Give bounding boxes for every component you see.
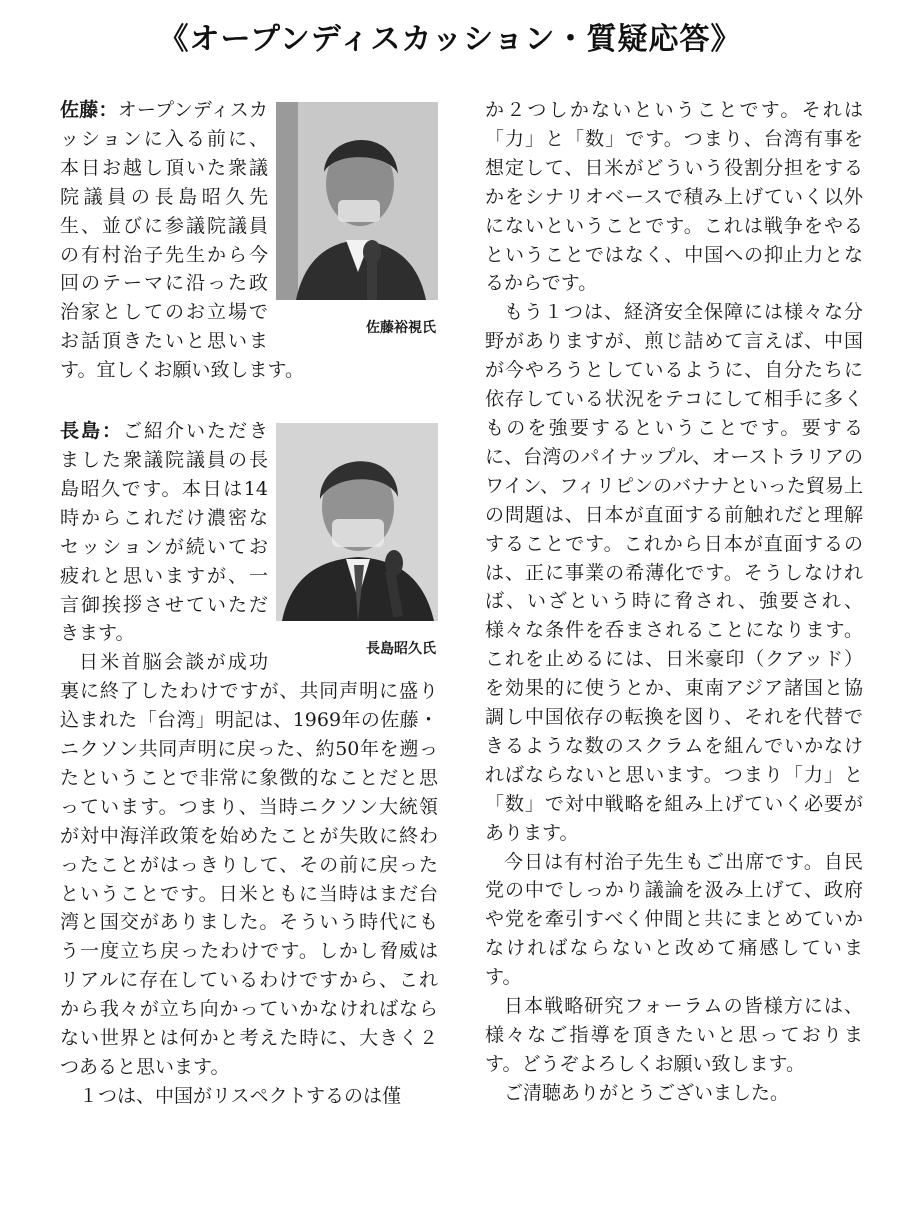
sato-remarks: オープンディスカッションに入る前に、本日お越し頂いた衆議院議員の長島昭久先生、並びに参議院議員の有村治子先生から今回のテーマに沿った政治家としてのお立場でお話頂きたいと思います。宜しくお願い致します。 xyxy=(60,99,304,382)
right-paragraph: ご清聴ありがとうございました。 xyxy=(504,1081,790,1104)
sato-photo xyxy=(276,102,438,300)
portrait-photo-icon xyxy=(276,423,438,621)
portrait-photo-icon xyxy=(276,102,438,300)
nagashima-speaker-label: 長島 xyxy=(60,420,102,443)
nagashima-speaker-colon: ： xyxy=(102,420,123,443)
page-title: 《オープンディスカッション・質疑応答》 xyxy=(158,22,742,57)
nagashima-section xyxy=(60,417,438,1111)
sato-speaker-colon: ： xyxy=(98,99,118,121)
right-column xyxy=(485,96,863,1108)
sato-section xyxy=(60,96,438,385)
sato-photo-block xyxy=(276,102,438,338)
nagashima-photo xyxy=(276,423,438,621)
nagashima-remarks: ご紹介いただきました衆議院議員の長島昭久です。本日は14時からこれだけ濃密なセッションが続いてお疲れと思いますが、一言御挨拶させていただきます。 xyxy=(60,420,268,645)
left-paragraph: １つは、中国がリスペクトするのは僅 xyxy=(79,1084,402,1107)
nagashima-caption: 長島昭久氏 xyxy=(366,641,436,658)
left-paragraph: 日米首脳会談が成功裏に終了したわけですが、共同声明に盛り込まれた「台湾」明記は、1969年の佐藤・ニクソン共同声明に戻った、約50年を遡ったということで非常に象徴的なことだと思っています。つまり、当時ニクソン大統領が対中海洋政策を始めたことが失敗に終わったことがはっきりして、その前に戻ったということです。日米ともに当時はまだ台湾と国交がありました。そういう時代にもう一度立ち戻ったわけです。しかし脅威はリアルに存在しているわけですから、これから我々が立ち向かっていかなければならない世界とは何かと考えた時に、大きく２つあると思います。 xyxy=(60,651,438,1078)
sato-caption: 佐藤裕視氏 xyxy=(366,320,436,336)
right-paragraph: 日本戦略研究フォーラムの皆様方には、様々なご指導を頂きたいと思っております。どうぞよろしくお願い致します。 xyxy=(485,995,863,1075)
left-column xyxy=(60,96,438,1111)
right-paragraph: か２つしかないということです。それは「力」と「数」です。つまり、台湾有事を想定して、日米がどういう役割分担をするかをシナリオベースで積み上げていく以外にないということです。これは戦争をやるということではなく、中国への抑止力となるからです。 xyxy=(485,99,863,295)
nagashima-photo-block xyxy=(276,423,438,659)
right-paragraph: もう１つは、経済安全保障には様々な分野がありますが、煎じ詰めて言えば、中国が今やろうとしているように、自分たちに依存している状況をテコにして相手に多くものを強要するということです。要するに、台湾のパイナップル、オーストラリアのワイン、フィリピンのバナナといった貿易上の問題は、日本が直面する前触れだと理解することです。これから日本が直面するのは、正に事業の希薄化です。そうしなければ、いざという時に脅され、強要され、様々な条件を呑まされることになります。これを止めるには、日米豪印（クアッド）を効果的に使うとか、東南アジア諸国と協調し中国依存の転換を図り、それを代替できるような数のスクラムを組んでいかなければならないと思います。つまり「力」と「数」で対中戦略を組み上げていく必要があります。 xyxy=(485,301,863,844)
right-paragraph: 今日は有村治子先生もご出席です。自民党の中でしっかり議論を汲み上げて、政府や党を牽引すべく仲間と共にまとめていかなければならないと改めて痛感しています。 xyxy=(485,850,863,989)
sato-speaker-label: 佐藤 xyxy=(60,99,99,121)
